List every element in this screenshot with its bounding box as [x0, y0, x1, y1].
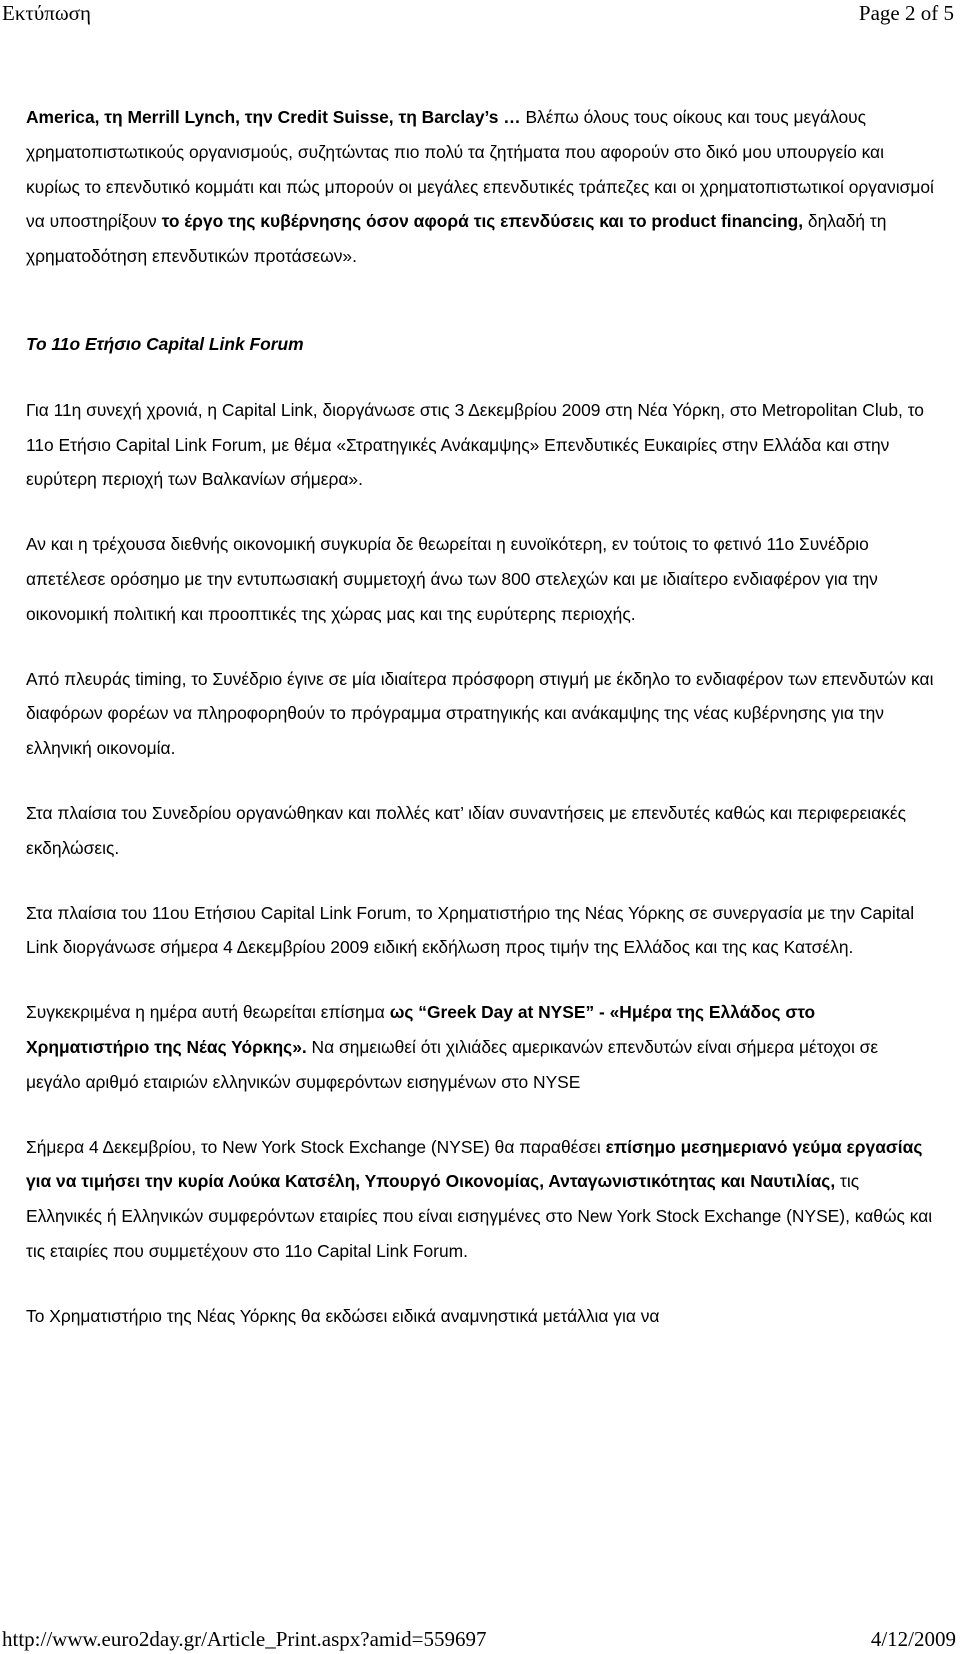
paragraph-3: Από πλευράς timing, το Συνέδριο έγινε σε μία ιδιαίτερα πρόσφορη στιγμή με έκδηλο το ενδιαφέρον των επενδυτών και διαφόρων φορέων να πληροφορηθούν το πρόγραμμα στρατηγικής και ανάκαμψης της νέας κυβέρνησης για την ελληνική οικονομία.	[26, 668, 934, 759]
article-body	[26, 100, 936, 1364]
intro-bold-mid: το έργο της κυβέρνησης όσον αφορά τις επενδύσεις και το product financing,	[161, 211, 804, 232]
intro-text-2: δηλαδή τη χρηματοδότηση επενδυτικών προτάσεων».	[26, 211, 887, 267]
intro-text-1: Βλέπω όλους τους οίκους και τους μεγάλους χρηματοπιστωτικούς οργανισμούς, συζητώντας πιο πολύ τα ζητήματα που αφορούν στο δικό μου υπουργείο και κυρίως το επενδυτικό κομμάτι και πώς μπορούν οι μεγάλες επενδυτικές τράπεζες και οι χρηματοπιστωτικοί οργανισμοί να υποστηρίξουν	[26, 107, 934, 232]
paragraph-1: Για 11η συνεχή χρονιά, η Capital Link, διοργάνωσε στις 3 Δεκεμβρίου 2009 στη Νέα Υόρκη, στο Metropolitan Club, το 11ο Ετήσιο Capital Link Forum, με θέμα «Στρατηγικές Ανάκαμψης» Επενδυτικές Ευκαιρίες στην Ελλάδα και στην ευρύτερη περιοχή των Βαλκανίων σήμερα».	[26, 399, 924, 490]
intro-bold-lead: America, τη Merrill Lynch, την Credit Suisse, τη Barclay’s …	[26, 107, 521, 127]
paragraph-7-bold: επίσημο μεσημεριανό γεύμα εργασίας για να τιμήσει την κυρία Λούκα Κατσέλη, Υπουργό Οικονομίας, Ανταγωνιστικότητας και Ναυτιλίας,	[26, 1136, 923, 1192]
page-indicator: Page 2 of 5	[858, 1, 954, 25]
footer-url: http://www.euro2day.gr/Article_Print.aspx?amid=559697	[2, 1627, 487, 1651]
paragraph-7-text-2: τις Ελληνικές ή Ελληνικών συμφερόντων εταιρίες που είναι εισηγμένες στο New York Stock Exchange (NYSE), καθώς και τις εταιρίες που συμμετέχουν στο 11ο Capital Link Forum.	[26, 1171, 933, 1261]
intro-paragraph	[26, 100, 936, 274]
paragraph-6-text-1: Συγκεκριμένα η ημέρα αυτή θεωρείται επίσημα	[26, 1002, 390, 1023]
paragraph-2: Αν και η τρέχουσα διεθνής οικονομική συγκυρία δε θεωρείται η ευνοϊκότερη, εν τούτοις το φετινό 11ο Συνέδριο απετέλεσε ορόσημο με την εντυπωσιακή συμμετοχή άνω των 800 στελεχών και με ιδιαίτερο ενδιαφέρον για την οικονομική πολιτική και προοπτικές της χώρας μας και της ευρύτερης περιοχής.	[26, 534, 878, 624]
paragraph-7	[26, 1130, 936, 1269]
print-header	[0, 0, 960, 30]
paragraph-6-text-2: Να σημειωθεί ότι χιλιάδες αμερικανών επενδυτών είναι σήμερα μέτοχοι σε μεγάλο αριθμό εταιριών ελληνικών συμφερόντων εισηγμένων στο NYSE	[26, 1036, 879, 1092]
paragraph-6	[26, 995, 936, 1099]
paragraph-5: Στα πλαίσια του 11ου Ετήσιου Capital Link Forum, το Χρηματιστήριο της Νέας Υόρκης σε συνεργασία με την Capital Link διοργάνωσε σήμερα 4 Δεκεμβρίου 2009 ειδική εκδήλωση προς τιμήν της Ελλάδος και της κας Κατσέλη.	[26, 902, 915, 958]
paragraph-8: Το Χρηματιστήριο της Νέας Υόρκης θα εκδώσει ειδικά αναμνηστικά μετάλλια για να	[26, 1305, 660, 1326]
section-title: Το 11ο Ετήσιο Capital Link Forum	[26, 333, 304, 354]
print-footer	[0, 1626, 960, 1654]
print-title: Εκτύπωση	[2, 1, 91, 25]
paragraph-6-bold: ως “Greek Day at NYSE” - «Ημέρα της Ελλάδος στο Χρηματιστήριο της Νέας Υόρκης».	[26, 1002, 816, 1057]
footer-date: 4/12/2009	[870, 1627, 956, 1651]
paragraph-7-text-1: Σήμερα 4 Δεκεμβρίου, το New York Stock Exchange (NYSE) θα παραθέσει	[26, 1136, 606, 1157]
paragraph-4: Στα πλαίσια του Συνεδρίου οργανώθηκαν και πολλές κατ’ ιδίαν συναντήσεις με επενδυτές καθώς και περιφερειακές εκδηλώσεις.	[26, 802, 906, 858]
